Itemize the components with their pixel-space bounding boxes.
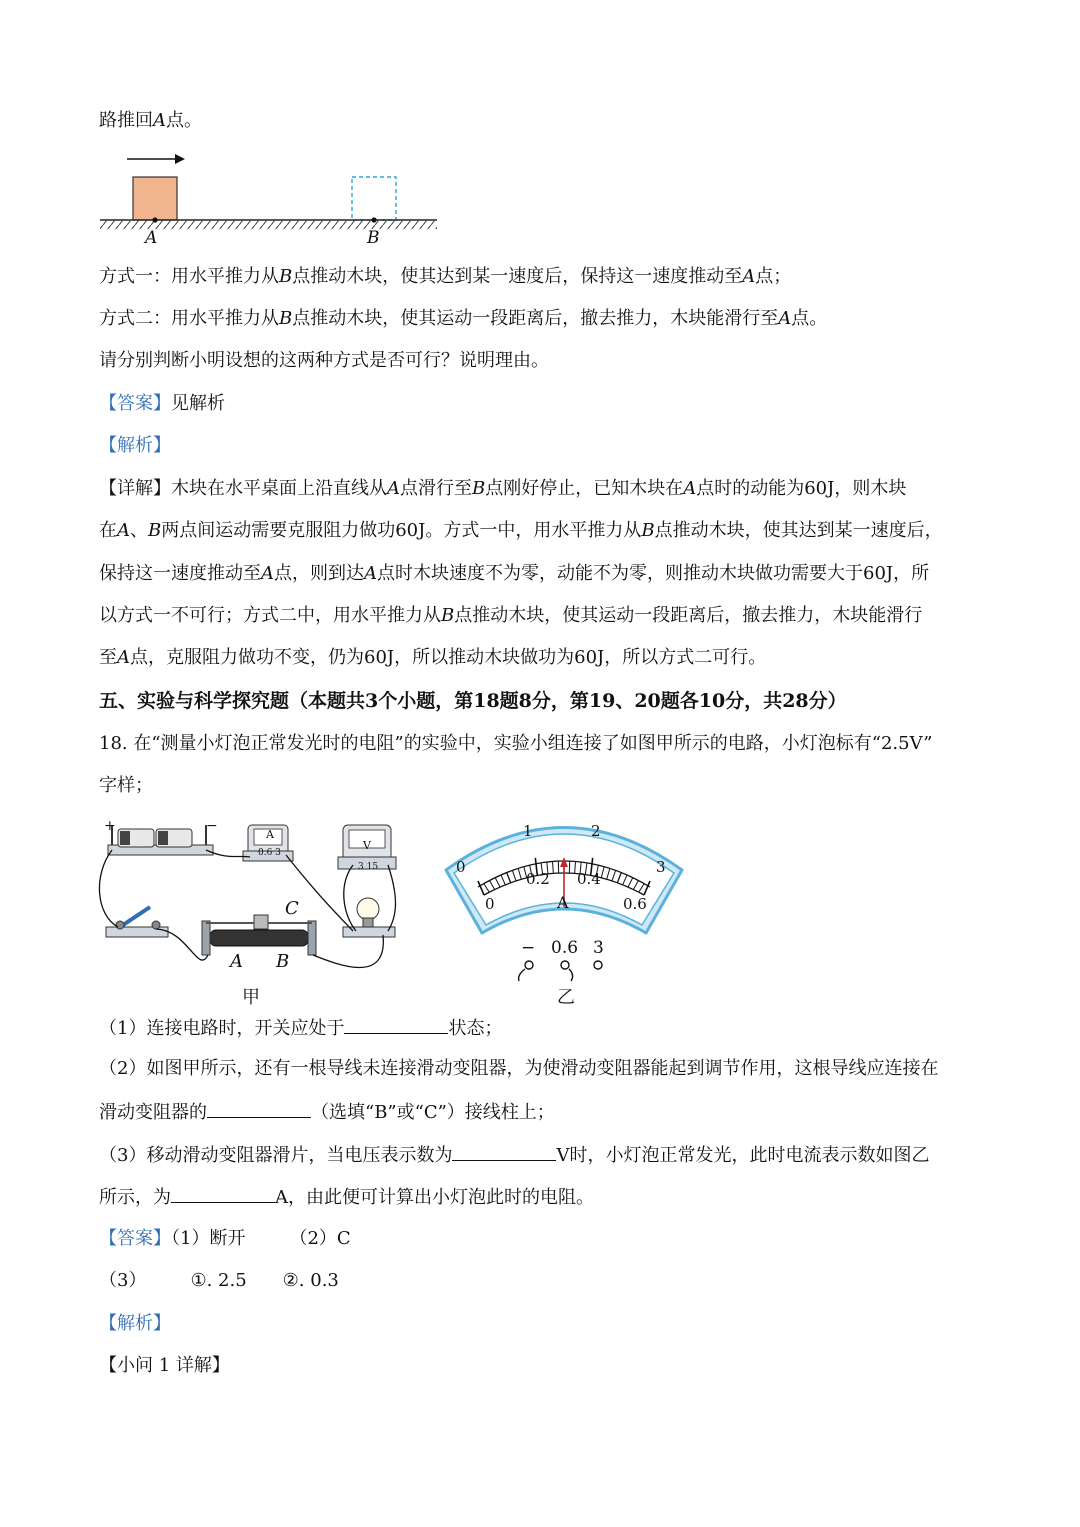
text-line: [99, 109, 202, 133]
text-fragment: 方式二：用水平推力从: [99, 308, 279, 329]
terminal-minus: −: [521, 938, 536, 958]
battery-icon: [108, 825, 213, 855]
point-label: A: [742, 266, 756, 287]
outer-scale-1: 1: [523, 822, 533, 840]
terminal-0-6: 0.6: [551, 938, 579, 958]
question-18-cont: 字样；: [99, 775, 153, 796]
point-label: A: [778, 308, 792, 329]
section-heading: 五、实验与科学探究题（本题共3个小题，第18题8分，第19、20题各10分，共28分）: [99, 690, 847, 712]
text-fragment: 点推动木块，使其运动一段距离后，撤去推力，木块能滑行至: [292, 308, 779, 329]
text-fragment: 点；: [755, 266, 792, 287]
answer-tag: 【答案】: [99, 393, 171, 414]
detail-line: 至A点，克服阻力做功不变，仍为60J，所以推动木块做功为60J，所以方式二可行。: [99, 647, 767, 668]
inner-scale-0-4: 0.4: [577, 870, 601, 888]
point-label: A: [153, 110, 166, 131]
figure-caption-jia: 甲: [242, 987, 260, 1008]
minus-sign: −: [206, 818, 218, 834]
detail-tag: 【详解】: [99, 478, 171, 499]
text-fragment: 方式一：用水平推力从: [99, 266, 279, 287]
outer-scale-2: 2: [591, 822, 601, 840]
answer-blank[interactable]: [207, 1099, 311, 1118]
question-18: 18. 在“测量小灯泡正常发光时的电阻”的实验中，实验小组连接了如图甲所示的电路，小灯泡标有“2.5V”: [99, 733, 933, 754]
sub-question-3-cont: 所示，为 A，由此便可计算出小灯泡此时的电阻。: [99, 1184, 594, 1210]
voltmeter-label: V: [363, 839, 371, 852]
detail-line: 在A、B两点间运动需要克服阻力做功60J。方式一中，用水平推力从B点推动木块，使其达到某一速度后，: [99, 520, 943, 541]
sub-question-detail-heading: 【小问 1 详解】: [99, 1355, 230, 1376]
circuit-diagram: [98, 815, 408, 990]
answer-blank[interactable]: [344, 1015, 448, 1034]
detail-line: 以方式一不可行；方式二中，用水平推力从B点推动木块，使其运动一段距离后，撤去推力，木块能滑行: [99, 605, 923, 626]
inner-scale-0-2: 0.2: [526, 870, 550, 888]
answer-line: [99, 392, 225, 416]
sub-question-1: （1）连接电路时，开关应处于 状态；: [99, 1015, 502, 1041]
terminal-a-label: A: [230, 951, 243, 972]
point-label: B: [279, 308, 293, 329]
text-fragment: 路推回: [99, 110, 153, 131]
inner-scale-0: 0: [485, 895, 495, 913]
block-outline-b: [352, 177, 396, 220]
switch-icon: [106, 907, 168, 937]
detail-line: 【详解】木块在水平桌面上沿直线从A点滑行至B点刚好停止，已知木块在A点时的动能为60J，则木块: [99, 478, 907, 499]
analysis-tag: 【解析】: [99, 1313, 171, 1334]
sub-question-2-cont: 滑动变阻器的 （选填“B”或“C”）接线柱上；: [99, 1099, 555, 1125]
unit-label: A: [557, 893, 569, 912]
voltmeter-terminals: 3 15: [358, 862, 379, 872]
terminal-3: 3: [593, 938, 604, 958]
text-fragment: 点推动木块，使其达到某一速度后，保持这一速度推动至: [292, 266, 743, 287]
point-a-dot: [152, 217, 157, 222]
text-line: [99, 307, 827, 331]
text-fragment: 点。: [791, 308, 828, 329]
terminal-b-label: B: [276, 951, 290, 972]
detail-line: 保持这一速度推动至A点，则到达A点时木块速度不为零，动能不为零，则推动木块做功需要大于60J，所: [99, 563, 930, 584]
wood-block: [133, 177, 177, 220]
point-b-dot: [371, 217, 376, 222]
label-a: A: [145, 228, 158, 248]
plus-sign: +: [104, 818, 116, 834]
answer-tag: 【答案】: [99, 1228, 171, 1249]
inner-scale-0-6: 0.6: [623, 895, 647, 913]
answer-text: 见解析: [171, 393, 225, 414]
analysis-tag: 【解析】: [99, 435, 171, 456]
rheostat-icon: [202, 915, 316, 955]
figure-caption-yi: 乙: [557, 987, 575, 1008]
answer-blank[interactable]: [171, 1184, 275, 1203]
sub-question-3: （3）移动滑动变阻器滑片，当电压表示数为 V时，小灯泡正常发光，此时电流表示数如图乙: [99, 1142, 929, 1168]
terminal-c-label: C: [285, 898, 299, 919]
ammeter-terminals: 0.6 3: [258, 848, 281, 858]
text-line: [99, 265, 791, 289]
bulb-icon: [343, 898, 395, 937]
point-label: B: [279, 266, 293, 287]
answer-blank[interactable]: [452, 1142, 556, 1161]
label-b: B: [367, 228, 380, 248]
ammeter-label: A: [266, 828, 274, 841]
outer-scale-3: 3: [656, 858, 666, 876]
question-text: 请分别判断小明设想的这两种方式是否可行？说明理由。: [99, 350, 549, 371]
text-fragment: 点。: [166, 110, 202, 131]
answer-line: 【答案】（1）断开 （2）C: [99, 1228, 351, 1249]
sub-question-2: （2）如图甲所示，还有一根导线未连接滑动变阻器，为使滑动变阻器能起到调节作用，这根导线应连接在: [99, 1058, 939, 1079]
answer-line: （3） ①. 2.5 ②. 0.3: [99, 1270, 339, 1291]
outer-scale-0: 0: [456, 858, 466, 876]
terminal-posts: [505, 955, 615, 985]
